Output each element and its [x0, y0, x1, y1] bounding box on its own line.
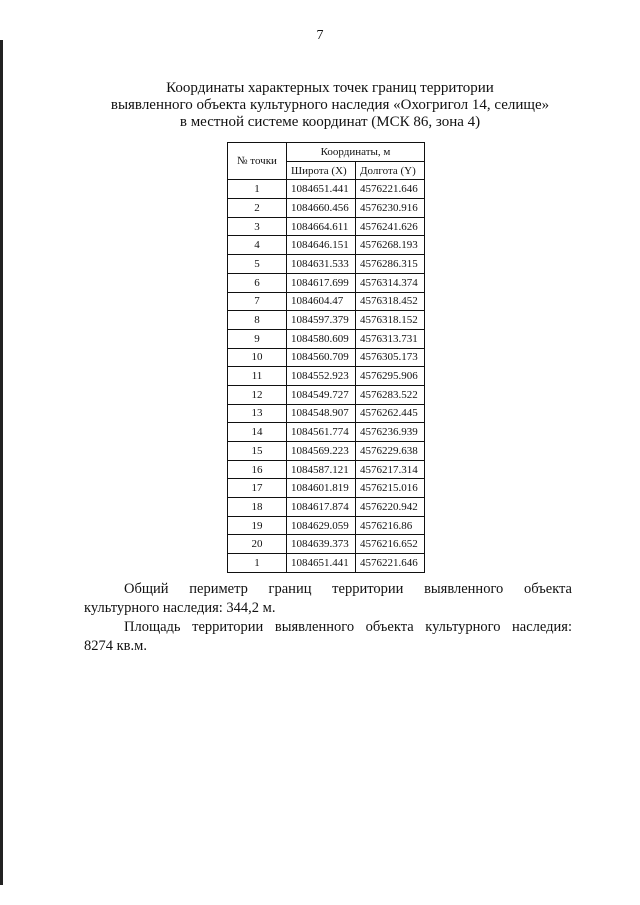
- table-body: [228, 180, 425, 572]
- longitude-y-cell: 4576216.652: [356, 535, 425, 554]
- table-row: [228, 199, 425, 218]
- latitude-x-cell: 1084617.699: [287, 273, 356, 292]
- latitude-x-cell: 1084548.907: [287, 404, 356, 423]
- point-number-cell: 16: [228, 460, 287, 479]
- longitude-y-cell: 4576236.939: [356, 423, 425, 442]
- table-row: [228, 292, 425, 311]
- table-row: [228, 498, 425, 517]
- longitude-y-cell: 4576221.646: [356, 554, 425, 573]
- point-number-cell: 7: [228, 292, 287, 311]
- point-number-cell: 17: [228, 479, 287, 498]
- latitude-x-cell: 1084601.819: [287, 479, 356, 498]
- point-number-cell: 20: [228, 535, 287, 554]
- document-title: [70, 80, 590, 131]
- header-point-number: № точки: [228, 143, 287, 180]
- point-number-cell: 4: [228, 236, 287, 255]
- latitude-x-cell: 1084660.456: [287, 199, 356, 218]
- point-number-cell: 8: [228, 311, 287, 330]
- longitude-y-cell: 4576268.193: [356, 236, 425, 255]
- latitude-x-cell: 1084631.533: [287, 255, 356, 274]
- coordinates-table: [227, 142, 425, 573]
- latitude-x-cell: 1084597.379: [287, 311, 356, 330]
- title-line-3: в местной системе координат (МСК 86, зона 4): [179, 114, 481, 130]
- table-row: [228, 329, 425, 348]
- longitude-y-cell: 4576313.731: [356, 329, 425, 348]
- header-latitude-x: Широта (X): [287, 161, 356, 180]
- point-number-cell: 13: [228, 404, 287, 423]
- point-number-cell: 5: [228, 255, 287, 274]
- longitude-y-cell: 4576220.942: [356, 498, 425, 517]
- latitude-x-cell: 1084569.223: [287, 442, 356, 461]
- table-row: [228, 442, 425, 461]
- longitude-y-cell: 4576262.445: [356, 404, 425, 423]
- point-number-cell: 11: [228, 367, 287, 386]
- latitude-x-cell: 1084664.611: [287, 217, 356, 236]
- area-line-2: 8274 кв.м.: [84, 638, 147, 654]
- table-row: [228, 404, 425, 423]
- table-row: [228, 460, 425, 479]
- longitude-y-cell: 4576229.638: [356, 442, 425, 461]
- point-number-cell: 19: [228, 516, 287, 535]
- latitude-x-cell: 1084561.774: [287, 423, 356, 442]
- table-row: [228, 385, 425, 404]
- point-number-cell: 10: [228, 348, 287, 367]
- table-header-row: [228, 143, 425, 162]
- summary-block: [84, 580, 572, 656]
- table-row: [228, 255, 425, 274]
- longitude-y-cell: 4576283.522: [356, 385, 425, 404]
- latitude-x-cell: 1084629.059: [287, 516, 356, 535]
- latitude-x-cell: 1084646.151: [287, 236, 356, 255]
- point-number-cell: 12: [228, 385, 287, 404]
- table-row: [228, 423, 425, 442]
- title-line-2: выявленного объекта культурного наследия «Охогригол 14, селище»: [110, 97, 550, 113]
- table-row: [228, 236, 425, 255]
- table-row: [228, 479, 425, 498]
- longitude-y-cell: 4576286.315: [356, 255, 425, 274]
- area-line-1: Площадь территории выявленного объекта культурного наследия:: [124, 619, 572, 635]
- table-row: [228, 367, 425, 386]
- point-number-cell: 14: [228, 423, 287, 442]
- page-number: 7: [316, 28, 324, 43]
- point-number-cell: 2: [228, 199, 287, 218]
- latitude-x-cell: 1084604.47: [287, 292, 356, 311]
- latitude-x-cell: 1084580.609: [287, 329, 356, 348]
- latitude-x-cell: 1084617.874: [287, 498, 356, 517]
- title-line-1: Координаты характерных точек границ территории: [166, 80, 494, 96]
- latitude-x-cell: 1084651.441: [287, 180, 356, 199]
- table-row: [228, 348, 425, 367]
- longitude-y-cell: 4576295.906: [356, 367, 425, 386]
- header-coordinates: Координаты, м: [287, 143, 425, 162]
- header-longitude-y: Долгота (Y): [356, 161, 425, 180]
- latitude-x-cell: 1084549.727: [287, 385, 356, 404]
- table-row: [228, 554, 425, 573]
- scan-edge-line: [0, 40, 3, 885]
- point-number-cell: 1: [228, 554, 287, 573]
- point-number-cell: 18: [228, 498, 287, 517]
- table-row: [228, 535, 425, 554]
- latitude-x-cell: 1084651.441: [287, 554, 356, 573]
- longitude-y-cell: 4576216.86: [356, 516, 425, 535]
- longitude-y-cell: 4576318.452: [356, 292, 425, 311]
- point-number-cell: 6: [228, 273, 287, 292]
- longitude-y-cell: 4576318.152: [356, 311, 425, 330]
- perimeter-line-2: культурного наследия: 344,2 м.: [84, 600, 276, 616]
- point-number-cell: 15: [228, 442, 287, 461]
- point-number-cell: 1: [228, 180, 287, 199]
- table-row: [228, 311, 425, 330]
- table-row: [228, 180, 425, 199]
- longitude-y-cell: 4576314.374: [356, 273, 425, 292]
- longitude-y-cell: 4576217.314: [356, 460, 425, 479]
- longitude-y-cell: 4576215.016: [356, 479, 425, 498]
- longitude-y-cell: 4576241.626: [356, 217, 425, 236]
- latitude-x-cell: 1084639.373: [287, 535, 356, 554]
- point-number-cell: 9: [228, 329, 287, 348]
- latitude-x-cell: 1084560.709: [287, 348, 356, 367]
- table-row: [228, 273, 425, 292]
- table-row: [228, 516, 425, 535]
- longitude-y-cell: 4576305.173: [356, 348, 425, 367]
- longitude-y-cell: 4576230.916: [356, 199, 425, 218]
- table-row: [228, 217, 425, 236]
- longitude-y-cell: 4576221.646: [356, 180, 425, 199]
- point-number-cell: 3: [228, 217, 287, 236]
- perimeter-line-1: Общий периметр границ территории выявленного объекта: [124, 581, 572, 597]
- latitude-x-cell: 1084587.121: [287, 460, 356, 479]
- latitude-x-cell: 1084552.923: [287, 367, 356, 386]
